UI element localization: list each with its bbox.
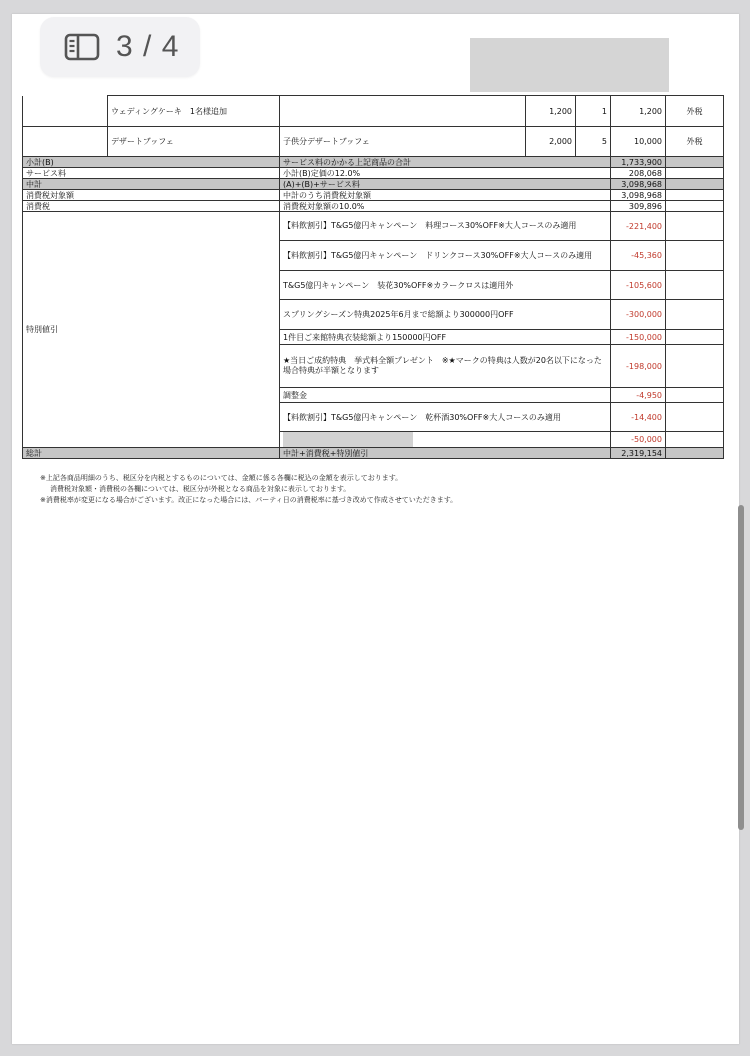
summary-desc: 中計のうち消費税対象額 <box>280 190 611 201</box>
page-indicator[interactable] <box>40 17 200 77</box>
discount-amount: -45,360 <box>611 241 666 271</box>
discount-amount: -150,000 <box>611 330 666 345</box>
tax-type: 外税 <box>666 127 724 157</box>
discount-desc: T&G5億円キャンペーン 装花30%OFF※カラークロスは適用外 <box>280 271 611 300</box>
item-name: デザートブッフェ <box>108 127 280 157</box>
item-detail <box>280 96 526 127</box>
total-label: 総計 <box>23 448 280 459</box>
discount-amount: -105,600 <box>611 271 666 300</box>
summary-desc: サービス料のかかる上記商品の合計 <box>280 157 611 168</box>
footnote: 消費税対象額・消費税の各欄については、税区分が外税となる商品を対象に表示しております。 <box>50 485 351 493</box>
summary-row <box>23 201 724 212</box>
discount-desc: 【料飲割引】T&G5億円キャンペーン 乾杯酒30%OFF※大人コースのみ適用 <box>280 403 611 432</box>
page-number-text: 3 / 4 <box>116 30 180 63</box>
redacted-area <box>470 38 669 92</box>
category-cell <box>23 96 108 127</box>
scrollbar[interactable] <box>738 505 744 830</box>
summary-label: 小計(B) <box>23 157 280 168</box>
quantity: 1 <box>576 96 611 127</box>
discount-row <box>23 212 724 241</box>
discount-desc-redacted <box>280 432 611 448</box>
summary-label: 消費税 <box>23 201 280 212</box>
discount-desc: 【料飲割引】T&G5億円キャンペーン ドリンクコース30%OFF※大人コースのみ適用 <box>280 241 611 271</box>
invoice-table <box>22 95 724 459</box>
summary-row <box>23 179 724 190</box>
tax-type: 外税 <box>666 96 724 127</box>
summary-desc: 小計(B)定価の12.0% <box>280 168 611 179</box>
total-desc: 中計+消費税+特別値引 <box>280 448 611 459</box>
summary-label: サービス料 <box>23 168 280 179</box>
summary-amount: 208,068 <box>611 168 666 179</box>
summary-row <box>23 157 724 168</box>
summary-amount: 309,896 <box>611 201 666 212</box>
discount-amount: -14,400 <box>611 403 666 432</box>
item-row <box>23 127 724 157</box>
summary-amount: 3,098,968 <box>611 179 666 190</box>
discount-amount: -4,950 <box>611 388 666 403</box>
discount-desc: ★当日ご成約特典 挙式料全額プレゼント ※★マークの特典は人数が20名以下になった場合特典が半額となります <box>280 345 611 388</box>
amount: 1,200 <box>611 96 666 127</box>
summary-desc: 消費税対象額の10.0% <box>280 201 611 212</box>
summary-amount: 3,098,968 <box>611 190 666 201</box>
footnote: ※上記各商品明細のうち、税区分を内税とするものについては、金額に係る各欄に税込の金額を表示しております。 <box>40 474 403 482</box>
category-cell <box>23 127 108 157</box>
discount-label: 特別値引 <box>23 212 280 448</box>
summary-label: 中計 <box>23 179 280 190</box>
summary-row <box>23 190 724 201</box>
unit-price: 1,200 <box>526 96 576 127</box>
discount-amount: -198,000 <box>611 345 666 388</box>
footnote: ※消費税率が変更になる場合がございます。改正になった場合には、パーティ日の消費税率に基づき改めて作成させていただきます。 <box>40 496 458 504</box>
sidebar-icon <box>64 33 100 61</box>
total-row <box>23 448 724 459</box>
redacted-area <box>283 432 413 447</box>
discount-amount: -221,400 <box>611 212 666 241</box>
discount-amount: -300,000 <box>611 300 666 330</box>
item-name: ウェディングケーキ 1名様追加 <box>108 96 280 127</box>
discount-desc: 【料飲割引】T&G5億円キャンペーン 料理コース30%OFF※大人コースのみ適用 <box>280 212 611 241</box>
unit-price: 2,000 <box>526 127 576 157</box>
summary-amount: 1,733,900 <box>611 157 666 168</box>
discount-desc: 調整金 <box>280 388 611 403</box>
summary-row <box>23 168 724 179</box>
discount-amount: -50,000 <box>611 432 666 448</box>
amount: 10,000 <box>611 127 666 157</box>
item-row <box>23 96 724 127</box>
summary-label: 消費税対象額 <box>23 190 280 201</box>
footnotes <box>40 473 720 506</box>
discount-desc: スプリングシーズン特典2025年6月まで総額より300000円OFF <box>280 300 611 330</box>
total-amount: 2,319,154 <box>611 448 666 459</box>
quantity: 5 <box>576 127 611 157</box>
summary-desc: (A)+(B)+サービス料 <box>280 179 611 190</box>
discount-desc: 1件目ご来館特典衣装総額より150000円OFF <box>280 330 611 345</box>
item-detail: 子供分デザートブッフェ <box>280 127 526 157</box>
